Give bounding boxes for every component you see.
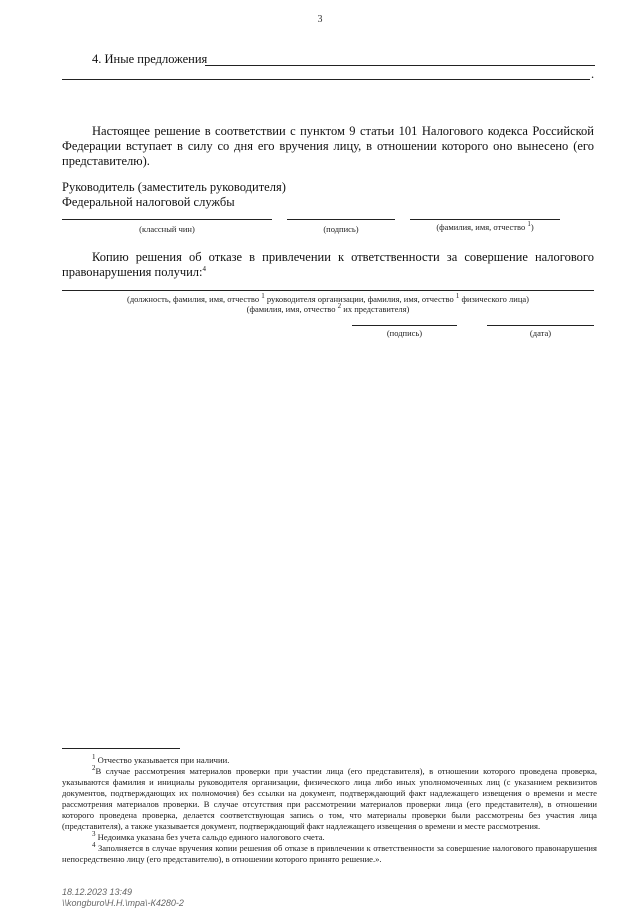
recipient-signature-line <box>352 325 457 326</box>
section-4-fill-line-2 <box>62 79 590 80</box>
recipient-signature-caption: (подпись) <box>386 328 423 338</box>
decision-paragraph: Настоящее решение в соответствии с пунктом 9 статьи 101 Налогового кодекса Российской Федерации вступает в силу со дня его вручения лицу, в отношении которого оно вынесено (его представителю). <box>62 124 594 168</box>
signature-line <box>287 219 395 220</box>
page-number: 3 <box>317 14 323 25</box>
recipient-date-line <box>487 325 594 326</box>
footnote-1: $^1$ Отчество указывается при наличии. <box>92 753 230 765</box>
recipient-caption-line2: (фамилия, имя, отчество $^2$ их представителя) <box>246 302 410 314</box>
recipient-line <box>62 290 594 291</box>
print-stamp-datetime: 18.12.2023 13:49 <box>62 887 133 897</box>
fio-caption: (фамилия, имя, отчество $^1$) <box>436 220 534 232</box>
section-4-fill-line <box>205 65 595 66</box>
footnotes <box>62 755 597 865</box>
fio-line <box>410 219 560 220</box>
footnote-separator <box>62 748 180 749</box>
footnote-2: $^2$В случае рассмотрения материалов проверки при участии лица (его представителя), в отношении которого проведена проверка, указываются фамилия и инициалы руководителя организации, физического лица либо иных уполномоченных лиц (с указанием реквизитов документов, подтверждающих их полномочия) без ссылки на документ, подтверждающий факт надлежащего извещения о времени и месте рассмотрения материалов проверки. В случае отсутствия при рассмотрении материалов проверки лица (его представителя), в отношении которого проведена проверка, делается соответствующая запись о том, что материалы проверки были рассмотрены без участия лица (представителя), а также указывается документ, подтверждающий факт надлежащего извещения о времени и месте рассмотрения. <box>62 764 597 831</box>
section-4-label: 4. Иные предложения <box>92 52 208 66</box>
copy-received-text: Копию решения об отказе в привлечении к ответственности за совершение налогового правонарушения получил:$^4$ <box>62 250 594 279</box>
footnote-4: $^4$ Заполняется в случае вручения копии решения об отказе в привлечении к ответственности за совершение налогового правонарушения непосредственно лицу (его представителю), в отношении которого принято решение.». <box>62 841 597 864</box>
signature-caption: (подпись) <box>323 224 359 234</box>
print-stamp-path: \\kongburo\Н.Н.\mpa\-К4280-2 <box>62 898 184 908</box>
signatory-title-line1: Руководитель (заместитель руководителя) <box>62 180 286 194</box>
rank-caption: (классный чин) <box>139 224 195 234</box>
recipient-caption-line1: (должность, фамилия, имя, отчество $^1$ руководителя организации, фамилия, имя, отчество $^1$ физического лица) <box>126 292 529 304</box>
signatory-title-line2: Федеральной налоговой службы <box>62 195 235 209</box>
section-4-dot: . <box>591 67 595 81</box>
rank-line <box>62 219 272 220</box>
footnote-3: $^3$ Недоимка указана без учета сальдо единого налогового счета. <box>92 830 325 842</box>
recipient-date-caption: (дата) <box>529 328 552 338</box>
